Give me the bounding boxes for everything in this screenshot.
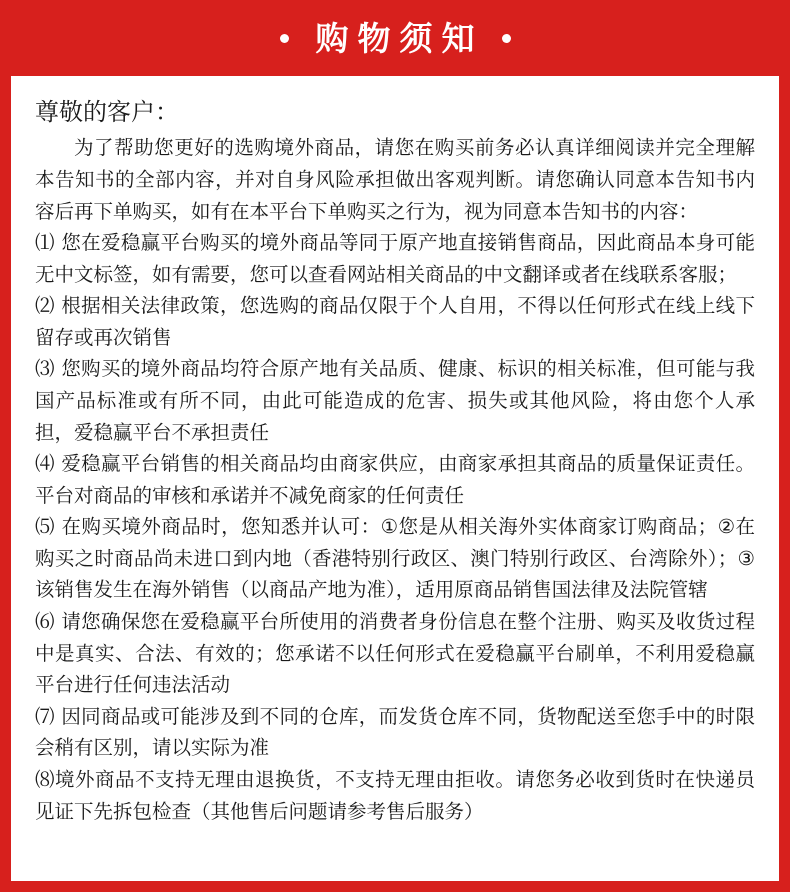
page-title: 购物须知 [315,18,484,58]
clause-item: ⑻境外商品不支持无理由退换货，不支持无理由拒收。请您务必收到货时在快递员见证下先拆包检查（其他售后问题请参考售后服务） [35,767,755,823]
intro-paragraph: 为了帮助您更好的选购境外商品，请您在购买前务必认真详细阅读并完全理解本告知书的全部内容，并对自身风险承担做出客观判断。请您确认同意本告知书内容后再下单购买，如有在本平台下单购买之行为，视为同意本告知书的内容： [35,136,755,223]
clause-item: ⑶ 您购买的境外商品均符合原产地有关品质、健康、标识的相关标准，但可能与我国产品标准或有所不同，由此可能造成的危害、损失或其他风险，将由您个人承担，爱稳赢平台不承担责任 [35,357,755,444]
clause-item: ⑴ 您在爱稳赢平台购买的境外商品等同于原产地直接销售商品，因此商品本身可能无中文标签，如有需要，您可以查看网站相关商品的中文翻译或者在线联系客服； [35,231,755,286]
notice-body [11,76,779,881]
header-right-dot-icon [502,34,511,43]
clause-item: ⑹ 请您确保您在爱稳赢平台所使用的消费者身份信息在整个注册、购买及收货过程中是真实、合法、有效的；您承诺不以任何形式在爱稳赢平台刷单，不利用爱稳赢平台进行任何违法活动 [35,610,755,697]
clause-item: ⑸ 在购买境外商品时，您知悉并认可：①您是从相关海外实体商家订购商品；②在购买之时商品尚未进口到内地（香港特别行政区、澳门特别行政区、台湾除外）；③该销售发生在海外销售（以商品产地为准），适用原商品销售国法律及法院管辖 [35,515,755,602]
salutation: 尊敬的客户： [35,98,179,126]
clause-item: ⑺ 因同商品或可能涉及到不同的仓库，而发货仓库不同，货物配送至您手中的时限会稍有区别，请以实际为准 [35,704,755,760]
clause-item: ⑵ 根据相关法律政策，您选购的商品仅限于个人自用，不得以任何形式在线上线下留存或再次销售 [35,294,755,349]
notice-header [0,0,790,76]
header-left-dot-icon [280,34,289,43]
clause-item: ⑷ 爱稳赢平台销售的相关商品均由商家供应，由商家承担其商品的质量保证责任。平台对商品的审核和承诺并不减免商家的任何责任 [35,452,755,507]
